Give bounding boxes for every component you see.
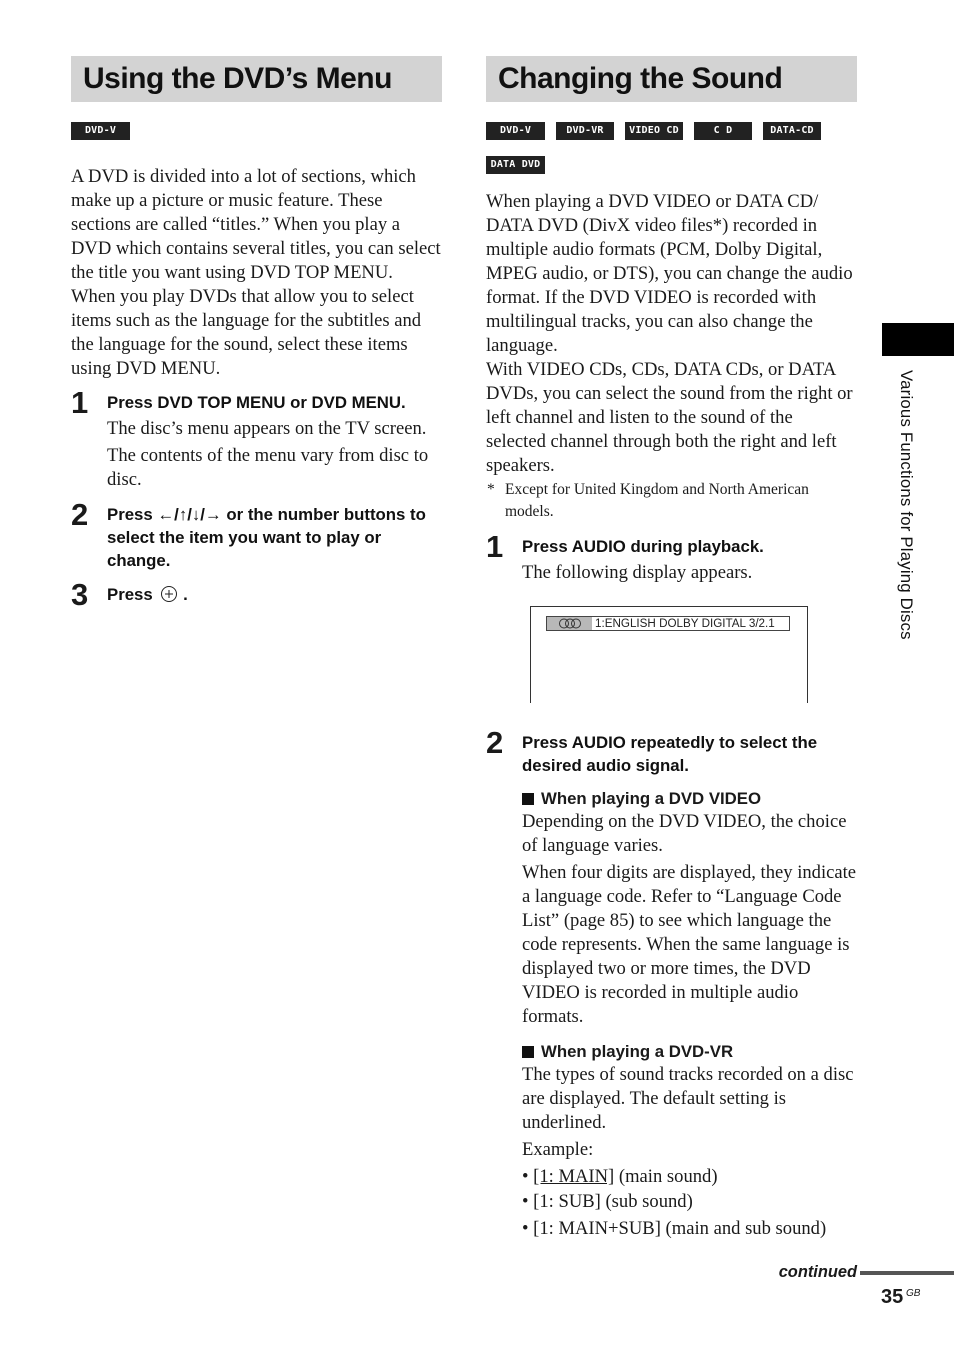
- step-number: 1: [71, 385, 89, 420]
- right-column: [486, 56, 857, 1241]
- option-desc: (main and sub sound): [660, 1218, 827, 1239]
- intro-paragraph-1: A DVD is divided into a lot of sections, which make up a picture or music feature. These sections are called “titles.” When you play a DVD which contains several titles, you can select the title you want using DVD TOP MENU.: [71, 166, 441, 283]
- step-1: [486, 529, 857, 585]
- step-heading: Press AUDIO during playback.: [522, 537, 764, 556]
- section-title-changing-sound: Changing the Sound: [486, 56, 857, 102]
- step-number: 2: [486, 725, 504, 760]
- badge-data-cd: DATA-CD: [763, 122, 821, 140]
- step-heading: [107, 583, 442, 606]
- option-code: [1: MAIN]: [533, 1166, 615, 1187]
- subheading-text: When playing a DVD-VR: [541, 1042, 734, 1061]
- dvd-video-text-2: When four digits are displayed, they indicate a language code. Refer to “Language Code List” (page 85) to see which language the code represents. When the same language is displayed two or more times, the DVD VIDEO is recorded in multiple audio formats.: [522, 862, 857, 1027]
- step-heading: Press DVD TOP MENU or DVD MENU.: [107, 393, 406, 412]
- display-example: [486, 606, 857, 702]
- continued-rule: [860, 1271, 954, 1275]
- page-number-suffix: GB: [906, 1288, 921, 1299]
- step-3: [71, 577, 442, 612]
- step-text: The disc’s menu appears on the TV screen.: [107, 418, 427, 439]
- section-title-dvd-menu: Using the DVD’s Menu: [71, 56, 442, 102]
- left-column: [71, 56, 442, 612]
- option-code: [1: MAIN+SUB]: [533, 1218, 661, 1239]
- badge-dvd-v: DVD-V: [71, 122, 130, 140]
- step-1: [71, 385, 442, 492]
- chapter-tab-marker: [882, 323, 954, 356]
- badge-cd: C D: [694, 122, 752, 140]
- audio-status-text: 1:ENGLISH DOLBY DIGITAL 3/2.1: [595, 616, 775, 630]
- disc-type-badges-row-2: [486, 156, 857, 176]
- step-text: The contents of the menu vary from disc to disc.: [107, 445, 429, 490]
- list-item: • [1: SUB] (sub sound): [522, 1191, 693, 1212]
- step-number: 3: [71, 577, 89, 612]
- footnote: [486, 479, 857, 523]
- step-heading: Press ←/↑/↓/→ or the number buttons to select the item you want to play or change.: [107, 505, 426, 570]
- badge-data-dvd: DATA DVD: [486, 156, 545, 174]
- badge-dvd-vr: DVD-VR: [556, 122, 614, 140]
- intro-paragraph-1: When playing a DVD VIDEO or DATA CD/ DATA DVD (DivX video files*) recorded in multiple audio formats (PCM, Dolby Digital, MPEG audio, or DTS), you can change the audio format. If the DVD VIDEO is recorded with multilingual tracks, you can also change the language.: [486, 191, 853, 356]
- step-heading: Press AUDIO repeatedly to select the desired audio signal.: [522, 733, 818, 775]
- square-bullet-icon: [522, 1046, 534, 1058]
- intro-paragraph-2: When you play DVDs that allow you to select items such as the language for the subtitles and the language for the sound, select these items using DVD MENU.: [71, 286, 422, 379]
- intro-paragraph-2: With VIDEO CDs, CDs, DATA CDs, or DATA DVDs, you can select the sound from the right or left channel and listen to the sound of the selected channel through both the right and left speakers.: [486, 359, 853, 476]
- step-2: [486, 725, 857, 1241]
- enter-button-icon: [160, 585, 178, 603]
- intro-text: [486, 190, 857, 478]
- step-text: The following display appears.: [522, 562, 753, 583]
- list-item: • [1: MAIN] (main sound): [522, 1166, 718, 1187]
- step-number: 2: [71, 497, 89, 532]
- step-2: [71, 497, 442, 572]
- step-heading-suffix: .: [183, 585, 188, 604]
- list-item: • [1: MAIN+SUB] (main and sub sound): [522, 1218, 827, 1239]
- intro-text: [71, 165, 442, 381]
- audio-icon-box: [547, 617, 592, 630]
- footnote-text: Except for United Kingdom and North American models.: [505, 481, 809, 520]
- step-number: 1: [486, 529, 504, 564]
- option-desc: (sub sound): [600, 1191, 693, 1212]
- dvd-video-text-1: Depending on the DVD VIDEO, the choice of language varies.: [522, 811, 847, 856]
- square-bullet-icon: [522, 793, 534, 805]
- option-desc: (main sound): [614, 1166, 718, 1187]
- step-heading-prefix: Press: [107, 585, 153, 604]
- dvd-vr-text-1: The types of sound tracks recorded on a disc are displayed. The default setting is underlined.: [522, 1064, 854, 1133]
- tv-screen-display: [530, 606, 808, 703]
- audio-status-bar: [546, 616, 790, 631]
- subheading-dvd-vr: [522, 1041, 857, 1063]
- disc-type-badges: [71, 122, 442, 142]
- subheading-text: When playing a DVD VIDEO: [541, 789, 762, 808]
- continued-label: continued: [778, 1263, 857, 1281]
- chapter-tab-label: Various Functions for Playing Discs: [897, 370, 916, 640]
- badge-video-cd: VIDEO CD: [625, 122, 683, 140]
- subheading-dvd-video: [522, 788, 857, 810]
- footnote-mark: *: [487, 481, 495, 498]
- dvd-vr-example-label: Example:: [522, 1139, 594, 1160]
- audio-disc-icon: [547, 617, 592, 630]
- badge-dvd-v: DVD-V: [486, 122, 545, 140]
- page-number: 35: [881, 1286, 904, 1308]
- disc-type-badges: [486, 122, 857, 142]
- option-code: [1: SUB]: [533, 1191, 601, 1212]
